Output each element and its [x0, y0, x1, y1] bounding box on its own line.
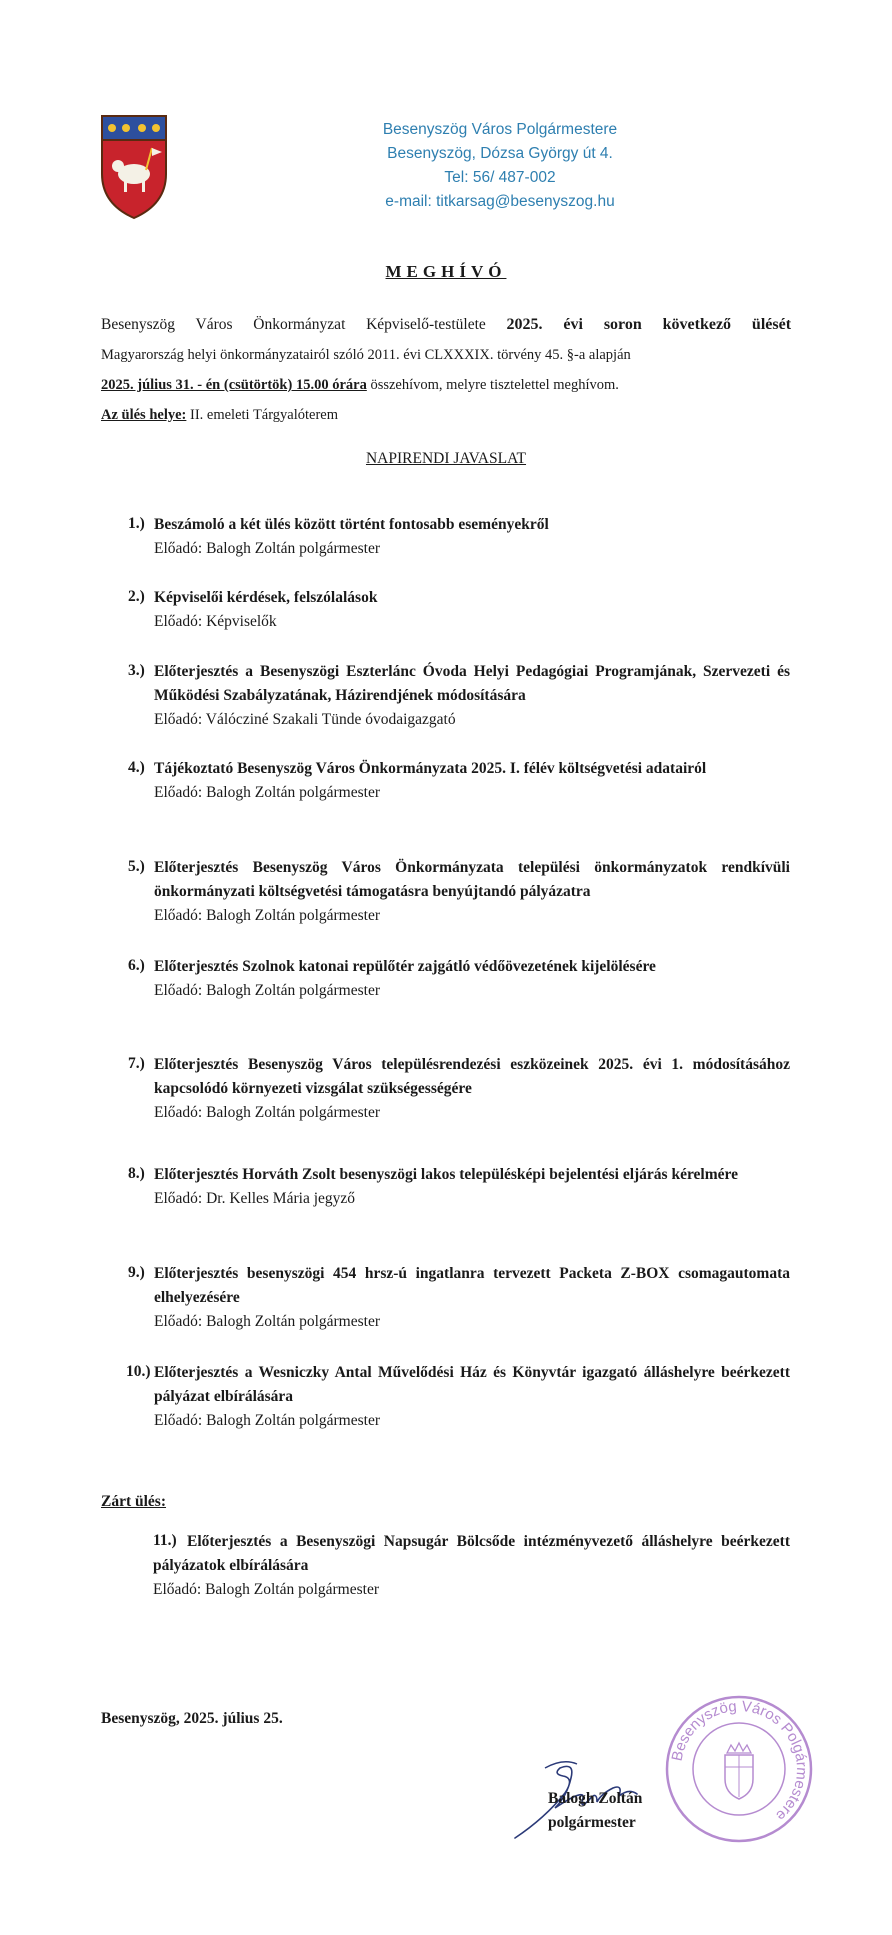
date-line: Besenyszög, 2025. július 25.: [101, 1710, 283, 1727]
agenda-item-text: Előterjesztés Szolnok katonai repülőtér zajgátló védőövezetének kijelölésére: [154, 958, 656, 975]
agenda-item-number: 1.): [128, 515, 145, 532]
official-stamp: [663, 1693, 815, 1845]
agenda-item-text: Előterjesztés besenyszögi 454 hrsz-ú ingatlanra tervezett Packeta Z-BOX csomagautomata elhelyezésére: [154, 1265, 790, 1306]
agenda-item-text: Előterjesztés a Wesniczky Antal Művelődési Ház és Könyvtár igazgató álláshelyre beérkezett pályázat elbírálására: [154, 1364, 790, 1405]
letterhead: [330, 118, 670, 214]
agenda-item-text: Előterjesztés Besenyszög Város településrendezési eszközeinek 2025. évi 1. módosításához kapcsolódó környezeti vizsgálat szükségességére: [154, 1056, 790, 1097]
agenda-item: [126, 1361, 790, 1433]
agenda-item: [128, 757, 790, 805]
agenda-item-presenter: Előadó: Balogh Zoltán polgármester: [154, 1412, 380, 1429]
agenda-item-number: 7.): [128, 1055, 145, 1072]
document-title: MEGHÍVÓ: [385, 262, 507, 281]
signature-block: [548, 1787, 642, 1835]
agenda-item-number: 2.): [128, 588, 145, 605]
agenda-item-presenter: Előadó: Balogh Zoltán polgármester: [154, 540, 380, 557]
meeting-datetime: 2025. július 31. - én (csütörtök) 15.00 órára: [101, 377, 367, 393]
place-label: Az ülés helye:: [101, 407, 187, 423]
agenda-item-presenter: Előadó: Balogh Zoltán polgármester: [154, 982, 380, 999]
agenda-item-text: Előterjesztés Horváth Zsolt besenyszögi lakos településképi bejelentési eljárás kérelmére: [154, 1166, 739, 1183]
intro-line2: Magyarország helyi önkormányzatairól szóló 2011. évi CLXXXIX. törvény 45. §-a alapján: [101, 347, 631, 363]
agenda-item-number: 11.): [153, 1532, 177, 1549]
agenda-item-presenter: Előadó: Balogh Zoltán polgármester: [154, 907, 380, 924]
agenda-item: [128, 1163, 790, 1211]
agenda-item-presenter: Előadó: Balogh Zoltán polgármester: [154, 1104, 380, 1121]
agenda-item-number: 9.): [128, 1264, 145, 1281]
place-value: II. emeleti Tárgyalóterem: [190, 407, 339, 423]
letterhead-org: Besenyszög Város Polgármestere: [382, 121, 618, 138]
agenda-item-text: Képviselői kérdések, felszólalások: [154, 589, 378, 606]
agenda-item-number: 10.): [126, 1363, 151, 1380]
agenda-item: [128, 513, 790, 561]
agenda-title: NAPIRENDI JAVASLAT: [365, 450, 527, 467]
agenda-item-presenter: Előadó: Dr. Kelles Mária jegyző: [154, 1190, 356, 1207]
agenda-item: [128, 586, 790, 634]
intro-line3-rest: összehívom, melyre tisztelettel meghívom.: [370, 377, 619, 393]
agenda-item-number: 6.): [128, 957, 145, 974]
agenda-item-number: 5.): [128, 858, 145, 875]
agenda-item: [128, 856, 790, 928]
intro-line1-b: 2025. évi soron következő ülését: [506, 316, 792, 333]
intro-line1-a: Besenyszög Város Önkormányzat Képviselő-testülete: [101, 316, 486, 333]
agenda-item-text: Előterjesztés Besenyszög Város Önkormányzata települési önkormányzatok rendkívüli önkormányzati költségvetési támogatásra benyújtandó pályázatra: [154, 859, 790, 900]
coat-of-arms-logo: [98, 112, 170, 222]
signatory-title: polgármester: [548, 1814, 636, 1831]
closed-session-label: Zárt ülés:: [101, 1493, 167, 1510]
stamp-text: Besenyszög Város Polgármestere: [668, 1697, 811, 1825]
agenda-item: [128, 1053, 790, 1125]
intro-paragraph: [101, 310, 791, 430]
agenda-item-presenter: Előadó: Képviselők: [154, 613, 277, 630]
agenda-item-text: Előterjesztés a Besenyszögi Eszterlánc Óvoda Helyi Pedagógiai Programjának, Szervezeti és Működési Szabályzatának, Házirendjének módosítására: [154, 663, 790, 704]
agenda-item: [128, 660, 790, 732]
agenda-item-text: Tájékoztató Besenyszög Város Önkormányzata 2025. I. félév költségvetési adatairól: [154, 760, 707, 777]
agenda-item-text: Előterjesztés a Besenyszögi Napsugár Bölcsőde intézményvezető álláshelyre beérkezett pályázatok elbírálására: [153, 1533, 790, 1574]
agenda-item-text: Beszámoló a két ülés között történt fontosabb eseményekről: [154, 516, 549, 533]
agenda-item-number: 4.): [128, 759, 145, 776]
agenda-item-number: 3.): [128, 662, 145, 679]
signatory-name: Balogh Zoltán: [548, 1790, 643, 1807]
closed-agenda-item: [153, 1530, 790, 1602]
agenda-item: [128, 955, 790, 1003]
agenda-item-number: 8.): [128, 1165, 145, 1182]
agenda-item: [128, 1262, 790, 1334]
agenda-item-presenter: Előadó: Válócziné Szakali Tünde óvodaigazgató: [154, 711, 456, 728]
letterhead-email: e-mail: titkarsag@besenyszog.hu: [385, 193, 615, 210]
agenda-item-presenter: Előadó: Balogh Zoltán polgármester: [154, 1313, 380, 1330]
agenda-item-presenter: Előadó: Balogh Zoltán polgármester: [153, 1581, 379, 1598]
letterhead-phone: Tel: 56/ 487-002: [444, 169, 556, 186]
agenda-item-presenter: Előadó: Balogh Zoltán polgármester: [154, 784, 380, 801]
letterhead-address: Besenyszög, Dózsa György út 4.: [387, 145, 613, 162]
